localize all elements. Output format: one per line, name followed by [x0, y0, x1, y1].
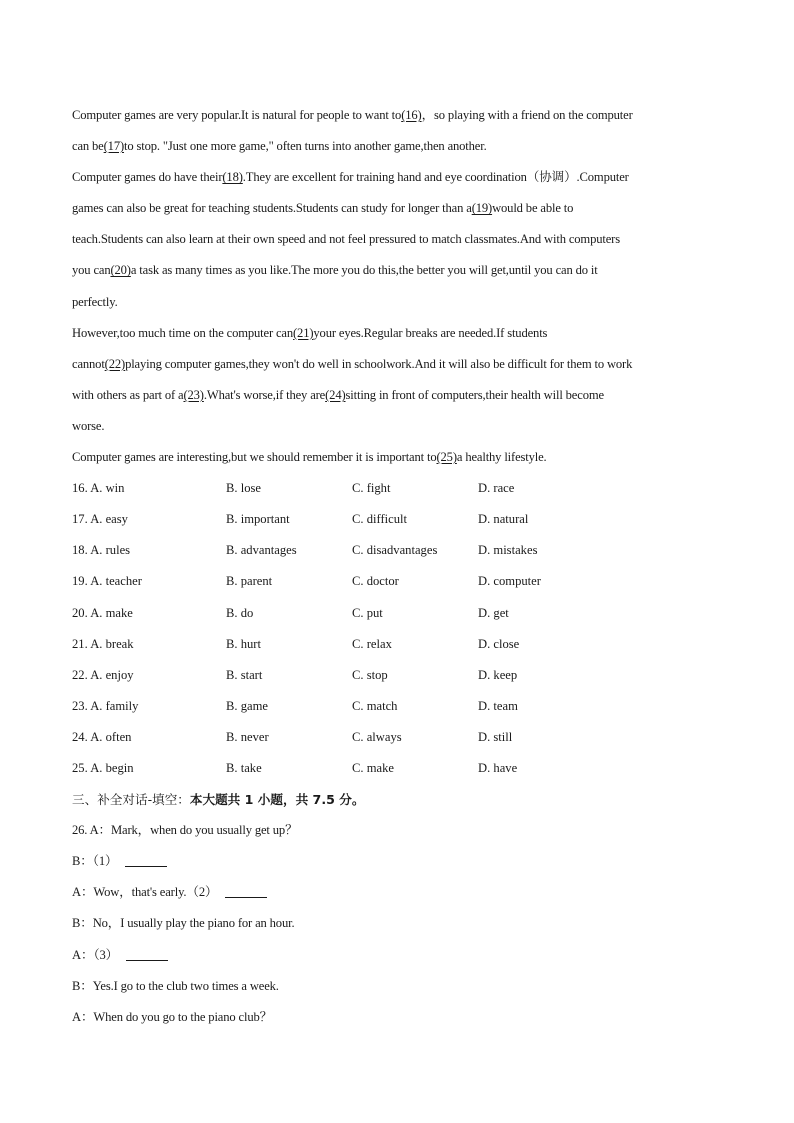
option-row: 25. A. begin B. take C. make D. have [72, 760, 518, 775]
option-row: 16. A. win B. lose C. fight D. race [72, 481, 515, 496]
blank-16: (16) [401, 108, 422, 122]
passage-line: teach.Students can also learn at their own speed and not feel pressured to match classmates.And with computers [72, 232, 620, 247]
passage-line: However,too much time on the computer can(21)your eyes.Regular breaks are needed.If students [72, 325, 548, 340]
section-heading: 三、补全对话-填空：本大题共 1 小题，共 7.5 分。 [72, 792, 365, 808]
option-row: 21. A. break B. hurt C. relax D. close [72, 636, 520, 651]
dialogue-line: A：（3） [72, 940, 732, 971]
passage-line: can be(17)to stop. "Just one more game," often turns into another game,then another. [72, 139, 487, 154]
dialogue [72, 815, 732, 1033]
dialogue-line: 26. A：Mark，when do you usually get up？ [72, 823, 298, 838]
document-page [72, 100, 732, 1033]
option-row: 20. A. make B. do C. put D. get [72, 605, 509, 620]
passage-line: perfectly. [72, 294, 118, 309]
option-row: 18. A. rules B. advantages C. disadvantages D. mistakes [72, 543, 538, 558]
blank-21: (21) [293, 325, 314, 340]
passage-line: Computer games do have their(18).They are excellent for training hand and eye coordination（协调）.Computer [72, 170, 629, 185]
passage-line: games can also be great for teaching students.Students can study for longer than a(19)would be able to [72, 201, 574, 216]
dialogue-line: B：No，I usually play the piano for an hour. [72, 916, 295, 931]
options-table [72, 473, 732, 784]
passage-line: cannot(22)playing computer games,they won't do well in schoolwork.And it will also be difficult for them to work [72, 356, 633, 371]
dialogue-line: B：（1） [72, 846, 732, 877]
blank-19: (19) [471, 201, 493, 216]
blank-18: (18) [222, 170, 243, 185]
option-row: 23. A. family B. game C. match D. team [72, 698, 518, 713]
passage-line: Computer games are very popular.It is natural for people to want to(16)，so playing with a friend on the computer [72, 108, 633, 122]
blank-24: (24) [325, 387, 346, 402]
dialogue-line: B：Yes.I go to the club two times a week. [72, 978, 279, 993]
blank-22: (22) [104, 356, 126, 371]
passage-line: Computer games are interesting,but we should remember it is important to(25)a healthy lifestyle. [72, 450, 547, 465]
dialogue-line: A：Wow，that's early.（2） [72, 877, 732, 908]
blank-23: (23) [183, 387, 204, 402]
option-row: 17. A. easy B. important C. difficult D. natural [72, 512, 529, 527]
dialogue-line: A：When do you go to the piano club？ [72, 1009, 273, 1024]
passage-line: with others as part of a(23).What's worse,if they are(24)sitting in front of computers,their health will become [72, 387, 604, 402]
answer-blank[interactable] [126, 948, 168, 961]
blank-20: (20) [110, 263, 131, 278]
blank-25: (25) [436, 450, 457, 465]
option-row: 24. A. often B. never C. always D. still [72, 729, 513, 744]
blank-17: (17) [103, 139, 125, 154]
option-row: 22. A. enjoy B. start C. stop D. keep [72, 667, 518, 682]
answer-blank[interactable] [125, 854, 167, 867]
answer-blank[interactable] [225, 885, 267, 898]
passage-line: worse. [72, 418, 105, 433]
option-row: 19. A. teacher B. parent C. doctor D. computer [72, 574, 541, 589]
passage-line: you can(20)a task as many times as you like.The more you do this,the better you will get,until you can do it [72, 263, 598, 278]
